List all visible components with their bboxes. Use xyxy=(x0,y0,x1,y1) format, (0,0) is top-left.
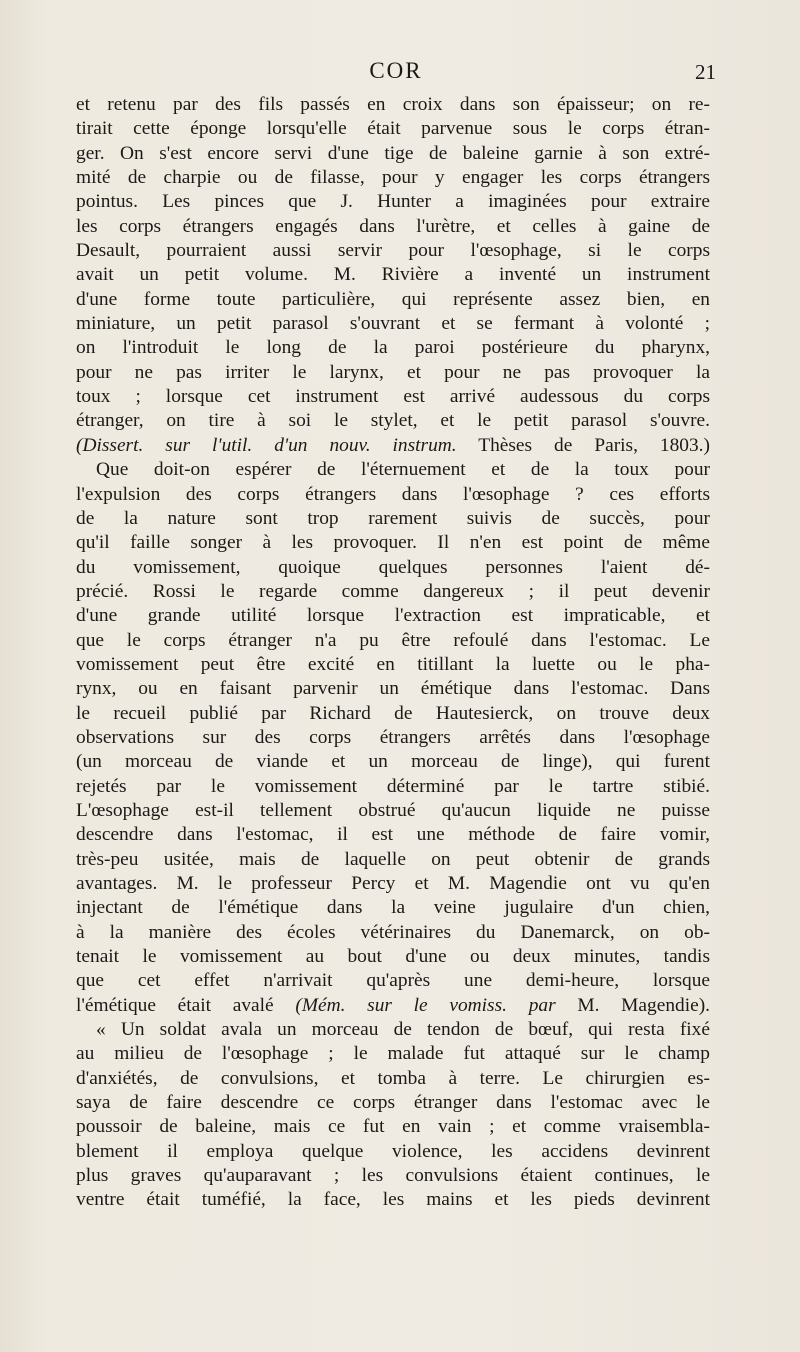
text-line xyxy=(76,653,710,677)
text-line-content: d'une grande utilité lorsque l'extraction est impraticable, et xyxy=(76,605,710,627)
text-line xyxy=(76,361,710,385)
text-line xyxy=(76,1018,710,1042)
text-line-content: ventre était tuméfié, la face, les mains et les pieds devinrent xyxy=(76,1189,710,1211)
text-line-content: Desault, pourraient aussi servir pour l'œsophage, si le corps xyxy=(76,240,710,262)
text-line xyxy=(76,336,710,360)
text-line xyxy=(76,215,710,239)
text-line xyxy=(76,1188,710,1212)
text-line xyxy=(76,288,710,312)
text-line-content: très-peu usitée, mais de laquelle on peut obtenir de grands xyxy=(76,848,710,870)
text-line xyxy=(76,823,710,847)
text-line-content: l'émétique était avalé xyxy=(76,994,296,1016)
text-line xyxy=(76,580,710,604)
text-line xyxy=(76,1115,710,1139)
text-line xyxy=(76,93,710,117)
citation-italic: (Dissert. sur l'util. d'un nouv. instrum. xyxy=(76,434,457,456)
text-line-content: miniature, un petit parasol s'ouvrant et se fermant à volonté ; xyxy=(76,313,710,335)
text-line xyxy=(76,117,710,141)
text-line xyxy=(76,1042,710,1066)
text-line-content: saya de faire descendre ce corps étranger dans l'estomac avec le xyxy=(76,1092,710,1114)
text-line-content: avait un petit volume. M. Rivière a inventé un instrument xyxy=(76,264,710,286)
text-line-content: descendre dans l'estomac, il est une méthode de faire vomir, xyxy=(76,824,710,846)
text-line-content: « Un soldat avala un morceau de tendon de bœuf, qui resta fixé xyxy=(96,1019,710,1041)
text-line-content: que cet effet n'arrivait qu'après une demi-heure, lorsque xyxy=(76,970,710,992)
text-line xyxy=(76,1140,710,1164)
text-line xyxy=(76,994,710,1018)
text-line-content: vomissement peut être excité en titillant la luette ou le pha- xyxy=(76,653,710,675)
text-line xyxy=(76,507,710,531)
text-line-content: du vomissement, quoique quelques personnes l'aient dé- xyxy=(76,556,710,578)
text-line-content: L'œsophage est-il tellement obstrué qu'aucun liquide ne puisse xyxy=(76,799,710,821)
text-line-content: d'une forme toute particulière, qui représente assez bien, en xyxy=(76,288,710,310)
text-line xyxy=(76,872,710,896)
text-line xyxy=(76,385,710,409)
text-line xyxy=(76,896,710,920)
running-head xyxy=(76,58,716,88)
citation-italic: (Mém. sur le vomiss. par xyxy=(295,994,556,1016)
text-line-content: étranger, on tire à soi le stylet, et le petit parasol s'ouvre. xyxy=(76,410,710,432)
text-line-content: pointus. Les pinces que J. Hunter a imaginées pour extraire xyxy=(76,191,710,213)
text-line xyxy=(76,556,710,580)
text-line-content: de la nature sont trop rarement suivis de succès, pour xyxy=(76,507,710,529)
page-number: 21 xyxy=(695,60,716,84)
text-line xyxy=(76,409,710,433)
text-line-content: ger. On s'est encore servi d'une tige de baleine garnie à son extré- xyxy=(76,142,710,164)
text-line xyxy=(76,1091,710,1115)
text-line xyxy=(76,604,710,628)
text-line-content: le recueil publié par Richard de Hautesierck, on trouve deux xyxy=(76,702,710,724)
text-line-content: d'anxiétés, de convulsions, et tomba à terre. Le chirurgien es- xyxy=(76,1067,710,1089)
text-line-content: qu'il faille songer à les provoquer. Il n'en est point de même xyxy=(76,532,710,554)
text-line-content: poussoir de baleine, mais ce fut en vain ; et comme vraisembla- xyxy=(76,1116,710,1138)
text-line xyxy=(76,1164,710,1188)
text-line-content: observations sur des corps étrangers arrêtés dans l'œsophage xyxy=(76,726,710,748)
text-line xyxy=(76,483,710,507)
text-line xyxy=(76,263,710,287)
text-line-content: blement il employa quelque violence, les accidens devinrent xyxy=(76,1140,710,1162)
text-line-content: tenait le vomissement au bout d'une ou deux minutes, tandis xyxy=(76,946,710,968)
text-line-content: que le corps étranger n'a pu être refoulé dans l'estomac. Le xyxy=(76,629,710,651)
text-line xyxy=(76,166,710,190)
text-line-content: Que doit-on espérer de l'éternuement et de la toux pour xyxy=(96,459,710,481)
text-line xyxy=(76,969,710,993)
text-line-content: l'expulsion des corps étrangers dans l'œsophage ? ces efforts xyxy=(76,483,710,505)
text-line-content: et retenu par des fils passés en croix dans son épaisseur; on re- xyxy=(76,94,710,115)
text-line xyxy=(76,799,710,823)
text-line-content: rynx, ou en faisant parvenir un émétique dans l'estomac. Dans xyxy=(76,678,710,700)
text-line-content: pour ne pas irriter le larynx, et pour ne pas provoquer la xyxy=(76,361,710,383)
body-text xyxy=(76,93,710,1213)
text-line xyxy=(76,677,710,701)
text-line xyxy=(76,848,710,872)
citation-tail: Thèses de Paris, 1803.) xyxy=(456,434,710,456)
citation-tail: M. Magendie). xyxy=(555,994,710,1016)
text-line xyxy=(76,458,710,482)
text-line-content: injectant de l'émétique dans la veine jugulaire d'un chien, xyxy=(76,897,710,919)
text-line xyxy=(76,775,710,799)
text-line xyxy=(76,531,710,555)
text-line-content: rejetés par le vomissement déterminé par le tartre stibié. xyxy=(76,775,710,797)
text-line xyxy=(76,750,710,774)
text-line xyxy=(76,1067,710,1091)
text-line-content: avantages. M. le professeur Percy et M. Magendie ont vu qu'en xyxy=(76,873,710,894)
text-line-content: précié. Rossi le regarde comme dangereux ; il peut devenir xyxy=(76,580,710,602)
text-line-content: mité de charpie ou de filasse, pour y engager les corps étrangers xyxy=(76,167,710,189)
text-line xyxy=(76,921,710,945)
text-line xyxy=(76,726,710,750)
text-line-content: on l'introduit le long de la paroi postérieure du pharynx, xyxy=(76,337,710,359)
text-line-content: les corps étrangers engagés dans l'urètre, et celles à gaine de xyxy=(76,215,710,237)
text-line xyxy=(76,239,710,263)
text-line-content: toux ; lorsque cet instrument est arrivé audessous du corps xyxy=(76,386,710,408)
text-line-content: à la manière des écoles vétérinaires du Danemarck, on ob- xyxy=(76,921,710,943)
text-line xyxy=(76,142,710,166)
text-line xyxy=(76,190,710,214)
text-line-content: (un morceau de viande et un morceau de linge), qui furent xyxy=(76,751,710,773)
text-line xyxy=(76,945,710,969)
running-head-title: COR xyxy=(369,58,423,83)
text-line-content: plus graves qu'auparavant ; les convulsions étaient continues, le xyxy=(76,1165,710,1187)
text-line xyxy=(76,434,710,458)
text-line xyxy=(76,629,710,653)
text-line-content: tirait cette éponge lorsqu'elle était parvenue sous le corps étran- xyxy=(76,118,710,140)
text-line-content: au milieu de l'œsophage ; le malade fut attaqué sur le champ xyxy=(76,1043,710,1065)
text-line xyxy=(76,312,710,336)
text-line xyxy=(76,702,710,726)
